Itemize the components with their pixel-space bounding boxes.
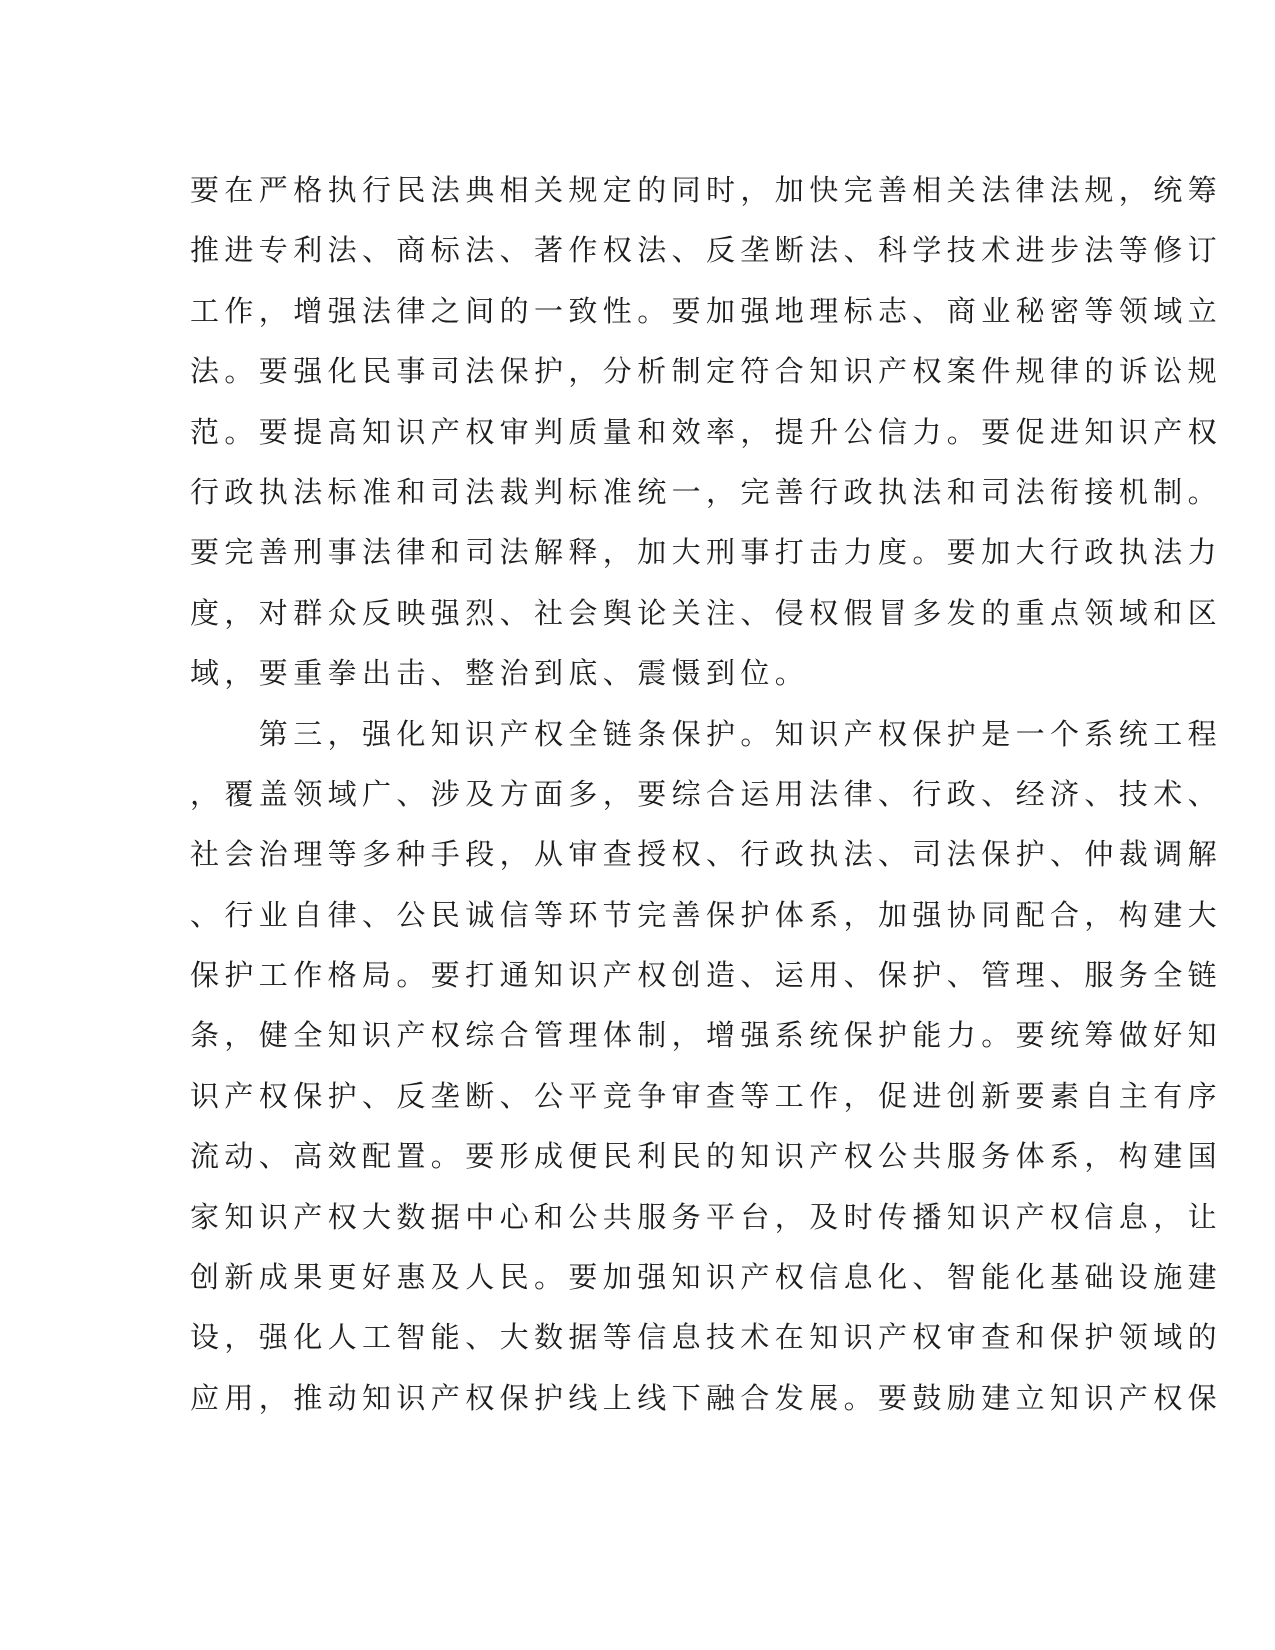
text-line: 条，健全知识产权综合管理体制，增强系统保护能力。要统筹做好知 [190,1018,1223,1053]
text-line: 保护工作格局。要打通知识产权创造、运用、保护、管理、服务全链 [190,958,1223,993]
text-line: 、行业自律、公民诚信等环节完善保护体系，加强协同配合，构建大 [190,897,1223,932]
body-text [190,160,1223,1428]
text-line: 要在严格执行民法典相关规定的同时，加快完善相关法律法规，统筹 [190,173,1223,207]
paragraph-start-line: 第三，强化知识产权全链条保护。知识产权保护是一个系统工程 [190,716,1223,751]
text-line: 范。要提高知识产权审判质量和效率，提升公信力。要促进知识产权 [190,414,1223,449]
text-line: 流动、高效配置。要形成便民利民的知识产权公共服务体系，构建国 [190,1139,1223,1174]
text-line: 设，强化人工智能、大数据等信息技术在知识产权审查和保护领域的 [190,1320,1223,1355]
text-line: 社会治理等多种手段，从审查授权、行政执法、司法保护、仲裁调解 [190,837,1223,872]
text-line: 法。要强化民事司法保护，分析制定符合知识产权案件规律的诉讼规 [190,354,1223,389]
text-line: 要完善刑事法律和司法解释，加大刑事打击力度。要加大行政执法力 [190,535,1223,570]
text-line: 创新成果更好惠及人民。要加强知识产权信息化、智能化基础设施建 [190,1260,1223,1295]
text-line: 家知识产权大数据中心和公共服务平台，及时传播知识产权信息，让 [190,1199,1223,1234]
text-line: 推进专利法、商标法、著作权法、反垄断法、科学技术进步法等修订 [190,233,1223,268]
text-line: 域，要重拳出击、整治到底、震慑到位。 [190,656,810,691]
text-line: 识产权保护、反垄断、公平竞争审查等工作，促进创新要素自主有序 [190,1078,1223,1113]
text-line: 行政执法标准和司法裁判标准统一，完善行政执法和司法衔接机制。 [190,474,1223,509]
text-line: 应用，推动知识产权保护线上线下融合发展。要鼓励建立知识产权保 [190,1380,1223,1415]
text-line: 度，对群众反映强烈、社会舆论关注、侵权假冒多发的重点领域和区 [190,595,1223,630]
text-line: 工作，增强法律之间的一致性。要加强地理标志、商业秘密等领域立 [190,293,1223,328]
text-line: ，覆盖领域广、涉及方面多，要综合运用法律、行政、经济、技术、 [190,776,1223,811]
